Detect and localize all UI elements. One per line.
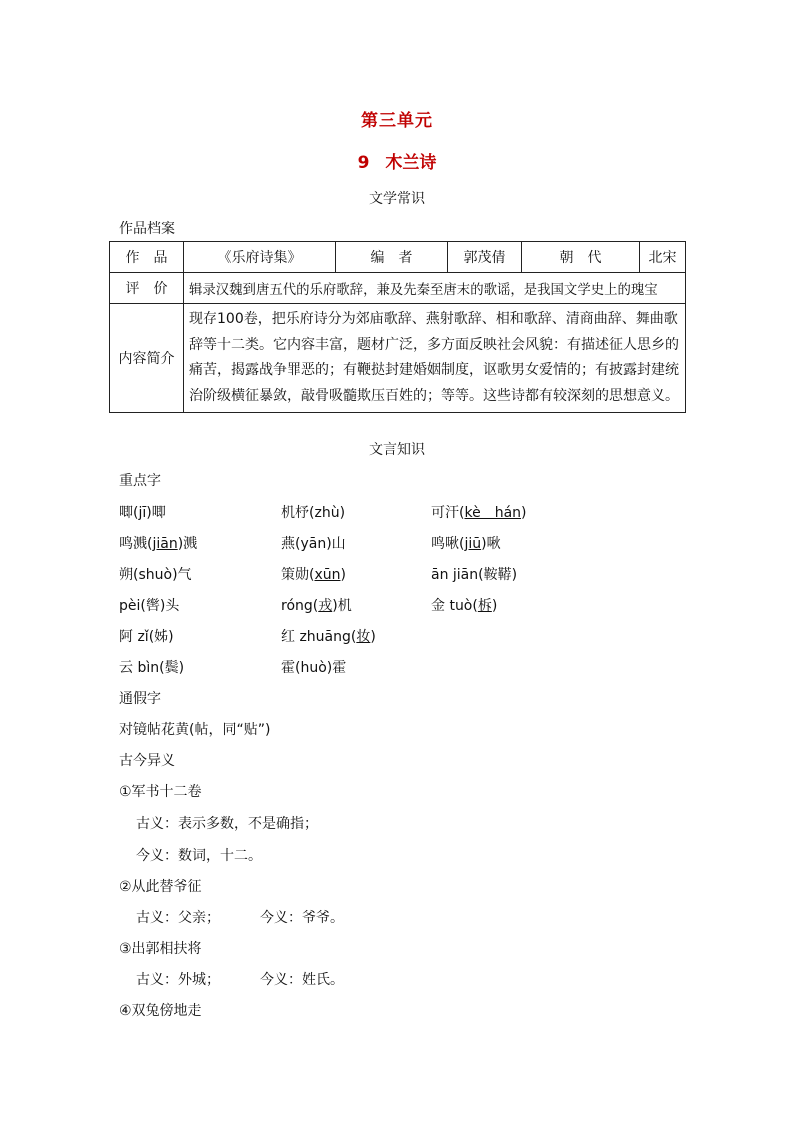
table-row — [110, 242, 686, 273]
label-work: 作 品 — [110, 242, 184, 273]
key-char-item: 红 zhuāng(妆) — [281, 629, 376, 645]
label-content: 内容简介 — [110, 304, 184, 413]
profile-table — [109, 241, 686, 413]
editor-value: 郭茂倩 — [448, 242, 522, 273]
gujin-old: 古义：外城； — [136, 972, 220, 988]
key-char-item: 云 bìn(鬓) — [119, 660, 185, 676]
key-char-item: 机杼(zhù) — [281, 505, 346, 521]
gujin-meaning: 今义：数词，十二。 — [136, 848, 262, 864]
key-chars-label: 重点字 — [119, 473, 161, 489]
section-heading-classical: 文言知识 — [369, 442, 425, 458]
lesson-number: 9 — [357, 153, 370, 173]
work-value: 《乐府诗集》 — [184, 242, 336, 273]
key-char-item: róng(戎)机 — [281, 598, 352, 614]
lesson-name: 木兰诗 — [385, 153, 437, 173]
key-char-item: 阿 zǐ(姊) — [119, 629, 174, 645]
label-dynasty: 朝 代 — [522, 242, 640, 273]
unit-title: 第三单元 — [361, 111, 433, 131]
evaluation-text: 辑录汉魏到唐五代的乐府歌辞，兼及先秦至唐末的歌谣，是我国文学史上的瑰宝 — [184, 273, 686, 304]
gujin-item-4: ④双兔傍地走 — [119, 1003, 202, 1019]
lesson-title — [0, 148, 794, 173]
gujin-old: 古义：父亲； — [136, 910, 220, 926]
tongjia-text: 对镜帖花黄(帖，同“贴”) — [119, 722, 271, 738]
gujin-item-1: ①军书十二卷 — [119, 784, 202, 800]
dynasty-value: 北宋 — [640, 242, 686, 273]
key-char-item: 金 tuò(柝) — [431, 598, 498, 614]
key-char-item: 鸣溅(jiān)溅 — [119, 536, 198, 552]
key-char-item: 可汗(kè hán) — [431, 505, 527, 521]
key-char-item: pèi(辔)头 — [119, 598, 180, 614]
gujin-item-3: ③出郭相扶将 — [119, 941, 202, 957]
key-char-item: 鸣啾(jiū)啾 — [431, 536, 501, 552]
gujin-meaning: 古义：表示多数，不是确指； — [136, 816, 318, 832]
key-char-item: 燕(yān)山 — [281, 536, 346, 552]
gujin-meaning-line — [136, 969, 344, 989]
profile-label: 作品档案 — [119, 221, 175, 237]
gujin-new: 今义：姓氏。 — [260, 972, 344, 988]
gujin-item-2: ②从此替爷征 — [119, 879, 202, 895]
gujin-label: 古今异义 — [119, 753, 175, 769]
table-row — [110, 304, 686, 413]
key-char-item: ān jiān(鞍鞯) — [431, 567, 518, 583]
gujin-meaning-line — [136, 907, 344, 927]
gujin-new: 今义：爷爷。 — [260, 910, 344, 926]
content-text: 现存100卷，把乐府诗分为郊庙歌辞、燕射歌辞、相和歌辞、清商曲辞、舞曲歌辞等十二类。它内容丰富，题材广泛，多方面反映社会风貌：有描述征人思乡的痛苦，揭露战争罪恶的；有鞭挞封建婚姻制度，讴歌男女爱情的；有披露封建统治阶级横征暴敛，敲骨吸髓欺压百姓的；等等。这些诗都有较深刻的思想意义。 — [184, 304, 686, 413]
key-char-item: 唧(jī)唧 — [119, 505, 166, 521]
key-char-item: 策勋(xūn) — [281, 567, 346, 583]
key-char-item: 朔(shuò)气 — [119, 567, 192, 583]
label-editor: 编 者 — [336, 242, 448, 273]
key-char-item: 霍(huò)霍 — [281, 660, 347, 676]
label-evaluation: 评 价 — [110, 273, 184, 304]
section-heading-literature: 文学常识 — [369, 191, 425, 207]
table-row — [110, 273, 686, 304]
tongjia-label: 通假字 — [119, 691, 161, 707]
